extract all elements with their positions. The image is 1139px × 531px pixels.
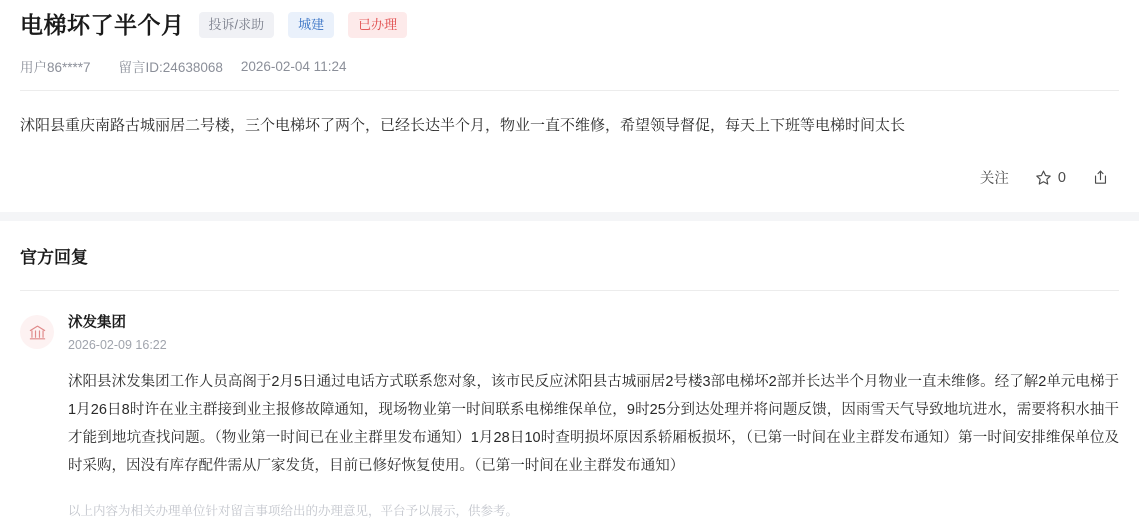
reply-organization: 沭发集团 [68, 315, 126, 331]
star-icon [1035, 169, 1052, 186]
meta-user: 用户86****7 [20, 60, 91, 75]
section-separator-band [0, 212, 1139, 221]
bank-icon [28, 323, 47, 342]
header-divider [20, 90, 1119, 91]
post-actions [20, 167, 1119, 188]
reply-item [20, 313, 1119, 520]
post-section [0, 0, 1139, 188]
follow-label: 关注 [979, 171, 1009, 187]
tag-category: 城建 [288, 12, 334, 38]
follow-button[interactable] [980, 167, 1009, 188]
official-reply-section [0, 243, 1139, 520]
meta-datetime: 2026-02-04 11:24 [240, 58, 347, 74]
share-button[interactable] [1092, 169, 1109, 186]
post-title-row [20, 0, 1119, 42]
avatar [20, 315, 54, 349]
favorite-count: 0 [1057, 169, 1066, 186]
reply-timestamp: 2026-02-09 16:22 [68, 338, 167, 352]
tag-type: 投诉/求助 [199, 12, 275, 38]
section-rule [20, 290, 1119, 291]
favorite-button[interactable] [1035, 169, 1066, 186]
share-icon [1092, 169, 1109, 186]
reply-content [68, 313, 1119, 520]
meta-message-id: 留言ID:24638068 [118, 60, 223, 75]
page-title: 电梯坏了半个月 [20, 12, 185, 38]
section-title: 官方回复 [20, 248, 88, 267]
status-badge: 已办理 [348, 12, 407, 38]
reply-text: 沭阳县沭发集团工作人员高阁于2月5日通过电话方式联系您对象，该市民反应沭阳县古城丽居2号楼3部电梯坏2部并长达半个月物业一直未维修。经了解2单元电梯于1月26日8时许在业主群接到业主报修故障通知，现场物业第一时间联系电梯维保单位，9时25分到达处理并将问题反馈，因雨雪天气导致地坑进水，需要将积水抽干才能到地坑查找问题。（物业第一时间已在业主群里发布通知）1月28日10时查明损坏原因系轿厢板损坏，（已第一时间在业主群发布通知）第一时间安排维保单位及时采购，因没有库存配件需从厂家发货，目前已修好恢复使用。（已第一时间在业主群发布通知） [68, 374, 1119, 474]
reply-footnote: 以上内容为相关办理单位针对留言事项给出的办理意见，平台予以展示，供参考。 [68, 504, 519, 518]
post-body: 沭阳县重庆南路古城丽居二号楼，三个电梯坏了两个，已经长达半个月，物业一直不维修，希望领导督促，每天上下班等电梯时间太长 [20, 117, 906, 134]
post-meta [20, 56, 1119, 76]
